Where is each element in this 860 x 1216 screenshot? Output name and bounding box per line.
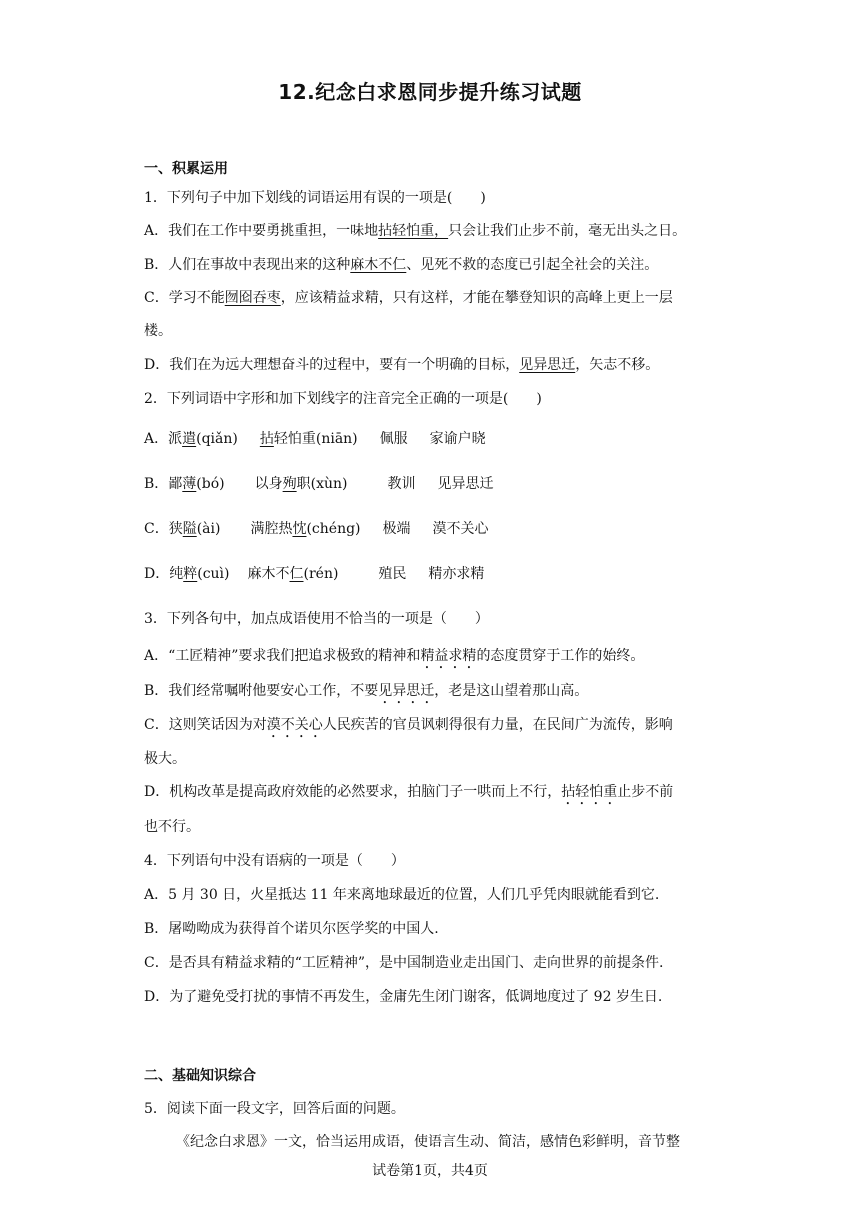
q2-d-label: D． [144,566,170,582]
q4-option-c: C．是否具有精益求精的“工匠精神”，是中国制造业走出国门、走向世界的前提条件. [144,955,664,971]
q3-b-text-end: ，老是这山望着那山高。 [434,683,589,699]
q3-a-text-end: 的态度贯穿于工作的始终。 [476,648,645,664]
q2-a-word2: 拈轻怕重(niān) [259,431,358,447]
q3-stem: 3．下列各句中，加点成语使用不恰当的一项是（ ） [144,611,489,627]
q1-c-text-end: ，应该精益求精，只有这样，才能在攀登知识的高峰上更上一层 [280,290,673,306]
q3-option-d-cont: 也不行。 [144,819,200,835]
q3-c-text: C．这则笑话因为对 [144,717,267,733]
q3-option-c [144,714,673,741]
page-footer: 试卷第1页，共4页 [372,1163,488,1179]
q1-c-text: C．学习不能 [144,290,225,306]
q1-option-d [144,354,659,374]
q1-d-underlined: 见异思迁 [519,357,576,373]
q2-d-word2: 麻木不仁(rén) [247,566,339,582]
q1-b-text-end: 、见死不救的态度已引起全社会的关注。 [406,257,659,273]
q3-d-text-end: 止步不前 [617,784,674,800]
q3-option-a [144,645,644,672]
q2-b-word2: 以身殉职(xùn) [254,476,348,492]
q1-option-a [144,220,686,240]
q4-option-a: A．5 月 30 日，火星抵达 11 年来离地球最近的位置，人们几乎凭肉眼就能看到它. [144,887,660,903]
q4-option-b: B．屠呦呦成为获得首个诺贝尔医学奖的中国人. [144,921,439,937]
q2-a-word4: 家谕户晓 [429,431,486,447]
q2-c-word3: 极端 [382,521,411,537]
q1-c-underlined: 囫囵吞枣 [224,290,281,306]
q2-c-word2: 满腔热忱(chéng) [250,521,361,537]
q2-b-word3: 教训 [387,476,416,492]
q3-d-text: D．机构改革是提高政府效能的必然要求，拍脑门子一哄而上不行， [144,784,562,800]
q2-a-word3: 佩服 [379,431,408,447]
q3-c-dotted: 漠不关心 [266,717,323,733]
q3-c-text-end: 人民疾苦的官员讽刺得很有力量，在民间广为流传，影响 [322,717,673,733]
q2-c-label: C． [144,521,169,537]
q5-passage: 《纪念白求恩》一文，恰当运用成语，使语言生动、简洁，感情色彩鲜明，音节整 [176,1134,680,1150]
q3-option-b [144,680,588,707]
q2-d-word3: 殖民 [378,566,407,582]
q2-option-a [144,428,508,448]
q1-a-underlined: 拈轻怕重， [378,223,449,239]
q3-d-dotted: 拈轻怕重 [561,784,618,800]
q2-d-word1: 纯粹(cuì) [169,566,230,582]
q2-b-word4: 见异思迁 [437,476,494,492]
q2-c-word1: 狭隘(ài) [168,521,221,537]
q2-a-label: A． [144,431,169,447]
q3-option-c-cont: 极大。 [144,751,186,767]
q1-option-c-cont: 楼。 [144,323,172,339]
q5-stem: 5．阅读下面一段文字，回答后面的问题。 [144,1101,405,1117]
q3-a-text: A．“工匠精神”要求我们把追求极致的精神和 [144,648,421,664]
q4-stem: 4．下列语句中没有语病的一项是（ ） [144,853,405,869]
q3-option-d [144,781,673,808]
q3-a-dotted: 精益求精 [420,648,477,664]
q2-b-word1: 鄙薄(bó) [168,476,225,492]
q2-option-b [144,473,515,493]
q1-b-underlined: 麻木不仁 [350,257,407,273]
q1-d-text-end: ，矢志不移。 [575,357,660,373]
q2-d-word4: 精亦求精 [428,566,485,582]
q1-d-text: D．我们在为远大理想奋斗的过程中，要有一个明确的目标， [144,357,520,373]
q1-stem: 1．下列句子中加下划线的词语运用有误的一项是( ) [144,190,486,206]
q2-option-c [144,518,511,538]
q2-option-d [144,563,506,583]
q2-stem: 2．下列词语中字形和加下划线字的注音完全正确的一项是( ) [144,391,542,407]
page-title: 12.纪念白求恩同步提升练习试题 [278,80,582,104]
q1-a-text-end: 只会让我们止步不前，毫无出头之日。 [448,223,687,239]
q1-option-c [144,287,673,307]
q2-a-word1: 派遣(qiǎn) [168,431,238,447]
section-heading-1: 一、积累运用 [144,161,228,177]
q2-c-word4: 漠不关心 [432,521,489,537]
q3-b-dotted: 见异思迁 [378,683,435,699]
q1-option-b [144,254,658,274]
q3-b-text: B．我们经常嘱咐他要安心工作，不要 [144,683,379,699]
q1-b-text: B．人们在事故中表现出来的这种 [144,257,351,273]
q2-b-label: B． [144,476,169,492]
q4-option-d: D．为了避免受打扰的事情不再发生，金庸先生闭门谢客，低调地度过了 92 岁生日. [144,989,663,1005]
section-heading-2: 二、基础知识综合 [144,1068,256,1084]
q1-a-text: A．我们在工作中要勇挑重担，一味地 [144,223,379,239]
